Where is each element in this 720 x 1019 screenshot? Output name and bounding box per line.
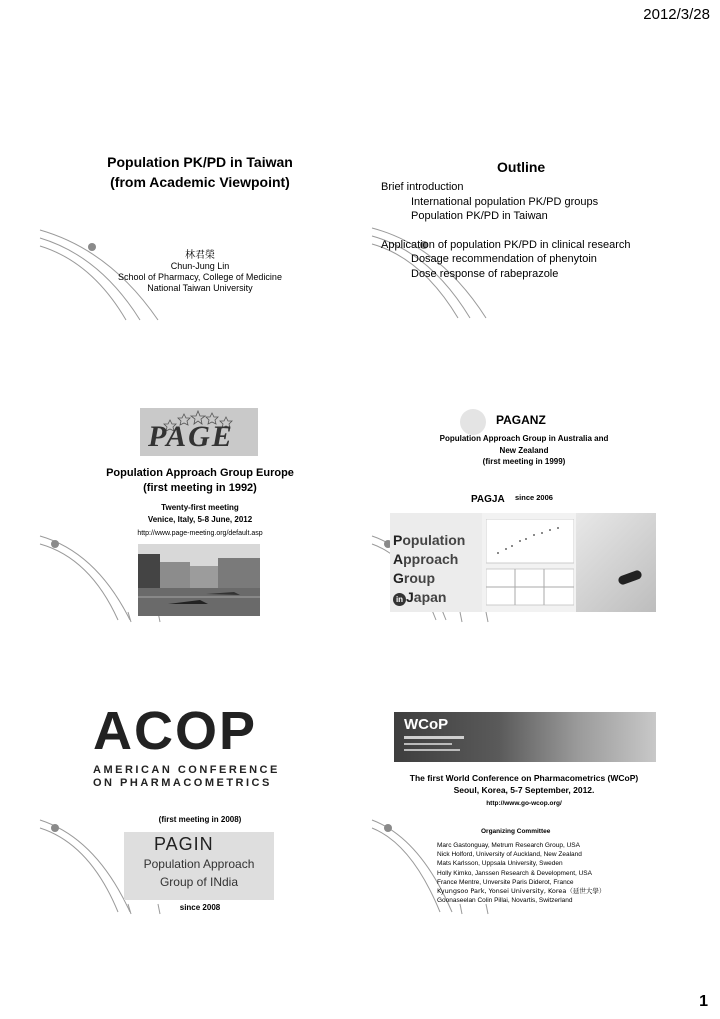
page-logo [140, 408, 258, 456]
header-date: 2012/3/28 [643, 6, 710, 23]
venice-photo [138, 544, 260, 616]
outline-subitem: Population PK/PD in Taiwan [411, 210, 548, 222]
committee-member: Nick Holford, University of Auckland, New Zealand [437, 851, 582, 859]
scatter-plot-image [486, 519, 574, 607]
outline-subitem: International population PK/PD groups [411, 195, 599, 208]
outline-item: Brief introduction [381, 181, 464, 193]
acop-first-meeting: (first meeting in 2008) [158, 815, 242, 824]
slide1-title: Population PK/PD in Taiwan (from Academic Viewpoint) [107, 154, 293, 190]
venice-photo-image [138, 544, 260, 616]
pagja-since: since 2006 [515, 493, 553, 502]
wcop-logo-text: WCoP [404, 716, 449, 733]
committee-list [437, 841, 605, 905]
pagja-banner [390, 513, 656, 612]
outline-item: Application of population PK/PD in clinical research [381, 238, 631, 251]
committee-member: Mats Karlsson, Uppsala University, Sweden [437, 860, 563, 868]
pagin-since: since 2008 [179, 903, 221, 912]
pagja-label: PAGJA [471, 494, 505, 505]
slide3-meeting: Twenty-first meeting Venice, Italy, 5-8 June, 2012 [147, 503, 253, 524]
committee-title: Organizing Committee [481, 828, 551, 835]
committee-member: Holly Kimko, Janssen Research & Development, USA [437, 869, 592, 877]
slide1-author-block [40, 250, 360, 294]
author-chinese-name: 林君榮 [185, 250, 215, 261]
slide3-title: Population Approach Group Europe (first meeting in 1992) [106, 467, 294, 494]
page-logo-text: PAGE [148, 420, 234, 453]
committee-member: Kyungsoo Park, Yonsei University, Korea（延世大學） [437, 887, 606, 896]
pagin-logo [124, 832, 274, 900]
decoration-dot [51, 824, 59, 832]
committee-member: France Mentre, Unversite Paris Diderot, France [437, 878, 574, 886]
author-name: Chun-Jung Lin [170, 261, 230, 271]
slide3-url[interactable]: http://www.page-meeting.org/default.asp [137, 530, 263, 537]
outline-list [381, 180, 630, 281]
decoration-dot [384, 824, 392, 832]
pagin-logo-text: PAGIN [154, 834, 214, 854]
committee-member: Marc Gastonguay, Metrum Research Group, USA [437, 842, 580, 849]
decoration-dot [51, 540, 59, 548]
outline-subitem: Dosage recommendation of phenytoin [411, 253, 597, 265]
wcop-banner [394, 712, 656, 762]
affiliation-line: National Taiwan University [147, 283, 253, 293]
page-number: 1 [699, 993, 708, 1010]
acop-name: AMERICAN CONFERENCE ON PHARMACOMETRICS [93, 764, 280, 789]
outline-subitem: Dose response of rabeprazole [411, 267, 559, 280]
pagja-acronym: Population Approach Group in Japan [393, 532, 466, 605]
affiliation-line: School of Pharmacy, College of Medicine [118, 272, 282, 282]
slide4-title: PAGANZ [496, 413, 546, 427]
committee-member: Goonaseelan Colin Pillai, Novartis, Switzerland [437, 897, 573, 905]
slide4-subtitle: Population Approach Group in Australia and New Zealand (first meeting in 1999) [439, 434, 609, 466]
acop-logo-text: ACOP [93, 701, 258, 761]
slide2-title: Outline [497, 159, 546, 175]
paganz-logo-icon [460, 409, 486, 435]
slide6-title: The first World Conference on Pharmacometrics (WCoP) Seoul, Korea, 5-7 September, 2012. [409, 773, 639, 795]
wcop-url[interactable]: http://www.go-wcop.org/ [486, 800, 562, 807]
pagin-logo-name: Population Approach Group of INdia [143, 857, 255, 889]
acop-logo [93, 703, 301, 759]
